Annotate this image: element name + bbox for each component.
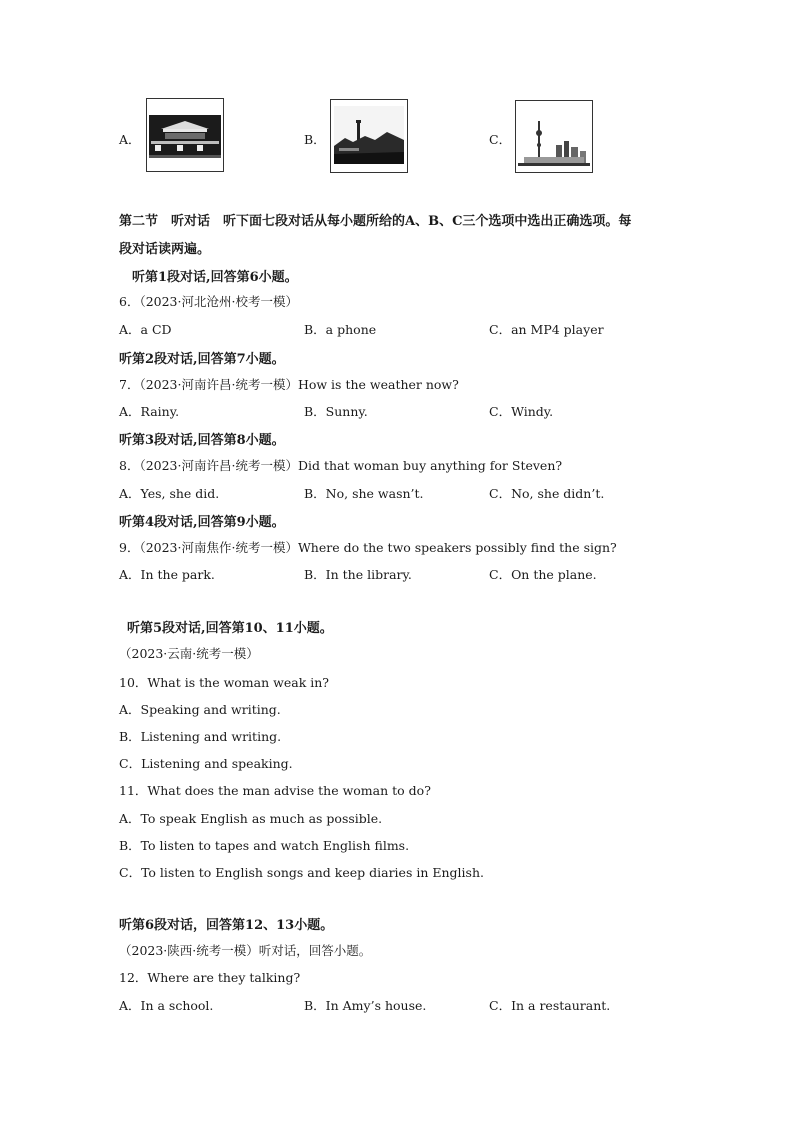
option-a-letter: A． <box>119 132 141 147</box>
tv-tower-skyline-picture <box>516 101 592 172</box>
question-6-stem: 6．（2023·河北沧州·校考一模） <box>119 294 298 309</box>
q12-option-c[interactable]: C．In a restaurant. <box>489 998 611 1013</box>
section-heading-continued: 段对话读两遍。 <box>119 242 211 257</box>
question-11-stem: 11．What does the man advise the woman to do? <box>119 783 431 798</box>
lighthouse-photo-option-b[interactable] <box>330 99 408 173</box>
q10-option-b[interactable]: B．Listening and writing. <box>119 729 282 744</box>
q11-option-b[interactable]: B．To listen to tapes and watch English films. <box>119 838 410 853</box>
q12-option-b[interactable]: B．In Amy’s house. <box>304 998 427 1013</box>
lighthouse-coast-picture <box>331 100 407 172</box>
dialog-1-instruction: 听第1段对话,回答第6小题。 <box>132 270 298 285</box>
q7-option-a[interactable]: A．Rainy. <box>119 404 180 419</box>
question-9-stem: 9．（2023·河南焦作·统考一模）Where do the two speakers possibly find the sign? <box>119 540 617 555</box>
question-10-stem: 10．What is the woman weak in? <box>119 675 329 690</box>
dialog-3-instruction: 听第3段对话,回答第8小题。 <box>119 433 285 448</box>
dialog-6-instruction: 听第6段对话，回答第12、13小题。 <box>119 918 334 933</box>
dialog-5-instruction: 听第5段对话,回答第10、11小题。 <box>127 621 333 636</box>
section-heading: 第二节 听对话 听下面七段对话从每小题所给的A、B、C三个选项中选出正确选项。每 <box>119 214 632 229</box>
dialog-2-instruction: 听第2段对话,回答第7小题。 <box>119 352 285 367</box>
q8-option-b[interactable]: B．No, she wasn’t. <box>304 486 424 501</box>
dialog-4-instruction: 听第4段对话,回答第9小题。 <box>119 515 285 530</box>
option-c-letter: C． <box>489 132 512 147</box>
q6-option-b[interactable]: B．a phone <box>304 322 377 337</box>
option-b-letter: B． <box>304 132 326 147</box>
q8-option-a[interactable]: A．Yes, she did. <box>119 486 220 501</box>
tower-photo-option-c[interactable] <box>515 100 593 173</box>
q6-option-c[interactable]: C．an MP4 player <box>489 322 604 337</box>
q12-option-a[interactable]: A．In a school. <box>119 998 214 1013</box>
q10-option-c[interactable]: C．Listening and speaking. <box>119 756 293 771</box>
palace-photo-option-a[interactable] <box>146 98 224 172</box>
q9-option-b[interactable]: B．In the library. <box>304 567 412 582</box>
dialog-6-source: （2023·陕西·统考一模）听对话，回答小题。 <box>119 943 372 958</box>
q8-option-c[interactable]: C．No, she didn’t. <box>489 486 605 501</box>
q10-option-a[interactable]: A．Speaking and writing. <box>119 702 281 717</box>
q11-option-c[interactable]: C．To listen to English songs and keep diaries in English. <box>119 865 484 880</box>
question-8-stem: 8．（2023·河南许昌·统考一模）Did that woman buy anything for Steven? <box>119 458 563 473</box>
q9-option-c[interactable]: C．On the plane. <box>489 567 597 582</box>
question-12-stem: 12．Where are they talking? <box>119 970 301 985</box>
q11-option-a[interactable]: A．To speak English as much as possible. <box>119 811 383 826</box>
palace-night-picture <box>147 99 223 171</box>
question-7-stem: 7．（2023·河南许昌·统考一模）How is the weather now? <box>119 377 459 392</box>
q7-option-c[interactable]: C．Windy. <box>489 404 554 419</box>
q6-option-a[interactable]: A．a CD <box>119 322 172 337</box>
dialog-5-source: （2023·云南·统考一模） <box>119 646 259 661</box>
q9-option-a[interactable]: A．In the park. <box>119 567 215 582</box>
q7-option-b[interactable]: B．Sunny. <box>304 404 368 419</box>
